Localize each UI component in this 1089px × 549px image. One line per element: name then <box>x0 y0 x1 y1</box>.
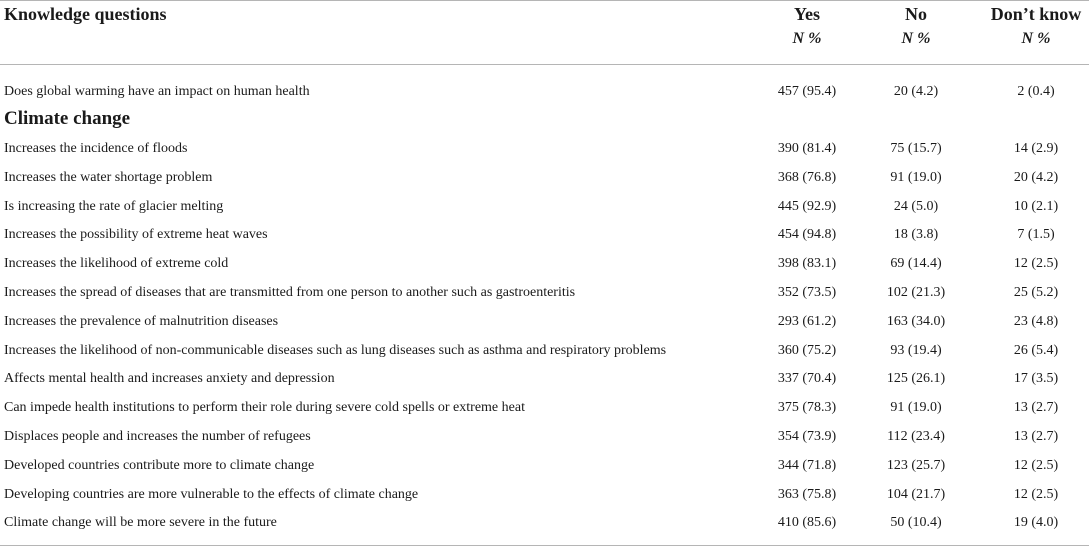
table-bottom-rule <box>0 545 1089 546</box>
column-header-dont-know-label: Don’t know <box>990 4 1082 24</box>
dont-know-cell: 19 (4.0) <box>1013 515 1059 531</box>
question-cell: Increases the spread of diseases that are transmitted from one person to another such as gastroenteritis <box>4 285 576 300</box>
no-cell: 69 (14.4) <box>890 256 942 272</box>
question-cell: Increases the possibility of extreme heat waves <box>4 227 268 243</box>
dont-know-cell: 2 (0.4) <box>1017 84 1055 99</box>
dont-know-cell: 13 (2.7) <box>1013 400 1059 416</box>
section-title: Climate change <box>4 108 131 129</box>
dont-know-cell: 10 (2.1) <box>1013 198 1059 214</box>
yes-cell: 352 (73.5) <box>777 285 837 300</box>
dont-know-cell: 12 (2.5) <box>1013 256 1059 272</box>
yes-cell: 445 (92.9) <box>777 198 837 214</box>
no-cell: 20 (4.2) <box>893 84 939 99</box>
column-header-yes-sub: N % <box>792 30 822 47</box>
no-cell: 93 (19.4) <box>890 342 942 358</box>
yes-cell: 375 (78.3) <box>777 400 837 416</box>
no-cell: 50 (10.4) <box>890 515 942 531</box>
table-row <box>0 168 1089 188</box>
yes-cell: 368 (76.8) <box>777 169 837 185</box>
yes-cell: 457 (95.4) <box>777 84 837 99</box>
table-row <box>0 485 1089 505</box>
yes-cell: 354 (73.9) <box>777 429 837 444</box>
dont-know-cell: 23 (4.8) <box>1013 313 1059 329</box>
question-cell: Can impede health institutions to perform their role during severe cold spells or extreme heat <box>4 400 525 416</box>
question-cell: Increases the incidence of floods <box>4 141 188 156</box>
yes-cell: 390 (81.4) <box>777 141 837 156</box>
column-header-question: Knowledge questions <box>4 4 167 24</box>
table-row <box>0 254 1089 274</box>
column-header-yes <box>747 3 867 49</box>
dont-know-cell: 26 (5.4) <box>1013 342 1059 358</box>
yes-cell: 410 (85.6) <box>777 515 837 531</box>
question-cell: Developing countries are more vulnerable to the effects of climate change <box>4 486 419 502</box>
column-header-no <box>856 3 976 49</box>
question-cell: Affects mental health and increases anxiety and depression <box>4 371 335 387</box>
table-row <box>0 369 1089 389</box>
table-row <box>0 427 1089 447</box>
yes-cell: 293 (61.2) <box>777 313 837 329</box>
question-cell: Displaces people and increases the number of refugees <box>4 429 311 444</box>
column-header-yes-label: Yes <box>794 4 820 24</box>
no-cell: 125 (26.1) <box>886 371 946 387</box>
question-cell: Increases the prevalence of malnutrition diseases <box>4 313 279 329</box>
table-row <box>0 225 1089 245</box>
no-cell: 75 (15.7) <box>890 141 942 156</box>
table-row <box>0 341 1089 361</box>
no-cell: 104 (21.7) <box>886 486 946 502</box>
table-row <box>0 283 1089 303</box>
dont-know-cell: 12 (2.5) <box>1013 486 1059 502</box>
dont-know-cell: 17 (3.5) <box>1013 371 1059 387</box>
dont-know-cell: 14 (2.9) <box>1013 141 1059 156</box>
no-cell: 163 (34.0) <box>886 313 946 329</box>
question-cell: Developed countries contribute more to climate change <box>4 457 315 473</box>
yes-cell: 398 (83.1) <box>777 256 837 272</box>
table-row <box>0 312 1089 332</box>
table-row <box>0 197 1089 217</box>
no-cell: 102 (21.3) <box>886 285 946 300</box>
dont-know-cell: 7 (1.5) <box>1017 227 1055 243</box>
column-header-dont-know-sub: N % <box>1021 30 1051 47</box>
question-cell: Increases the likelihood of extreme cold <box>4 256 229 272</box>
yes-cell: 360 (75.2) <box>777 342 837 358</box>
table-row <box>0 456 1089 476</box>
column-header-dont-know <box>976 3 1089 49</box>
table-row <box>0 139 1089 159</box>
column-header-no-sub: N % <box>901 30 931 47</box>
table-row <box>0 398 1089 418</box>
yes-cell: 363 (75.8) <box>777 486 837 502</box>
question-cell: Is increasing the rate of glacier melting <box>4 198 224 214</box>
column-header-no-label: No <box>905 4 927 24</box>
no-cell: 91 (19.0) <box>890 400 942 416</box>
no-cell: 123 (25.7) <box>886 457 946 473</box>
table-top-rule <box>0 0 1089 1</box>
question-cell: Increases the likelihood of non-communicable diseases such as lung diseases such as asthma and respiratory problems <box>4 342 667 358</box>
no-cell: 91 (19.0) <box>890 169 942 185</box>
question-cell: Does global warming have an impact on human health <box>4 84 310 99</box>
dont-know-cell: 12 (2.5) <box>1013 457 1059 473</box>
question-cell: Increases the water shortage problem <box>4 169 213 185</box>
dont-know-cell: 25 (5.2) <box>1013 285 1059 300</box>
dont-know-cell: 13 (2.7) <box>1013 429 1059 444</box>
header-bottom-rule <box>0 64 1089 65</box>
no-cell: 24 (5.0) <box>893 198 939 214</box>
no-cell: 18 (3.8) <box>893 227 939 243</box>
dont-know-cell: 20 (4.2) <box>1013 169 1059 185</box>
table-row <box>0 513 1089 533</box>
yes-cell: 344 (71.8) <box>777 457 837 473</box>
yes-cell: 454 (94.8) <box>777 227 837 243</box>
question-cell: Climate change will be more severe in the future <box>4 515 277 531</box>
yes-cell: 337 (70.4) <box>777 371 837 387</box>
table-row-impact-health <box>0 82 1089 102</box>
no-cell: 112 (23.4) <box>887 429 945 444</box>
